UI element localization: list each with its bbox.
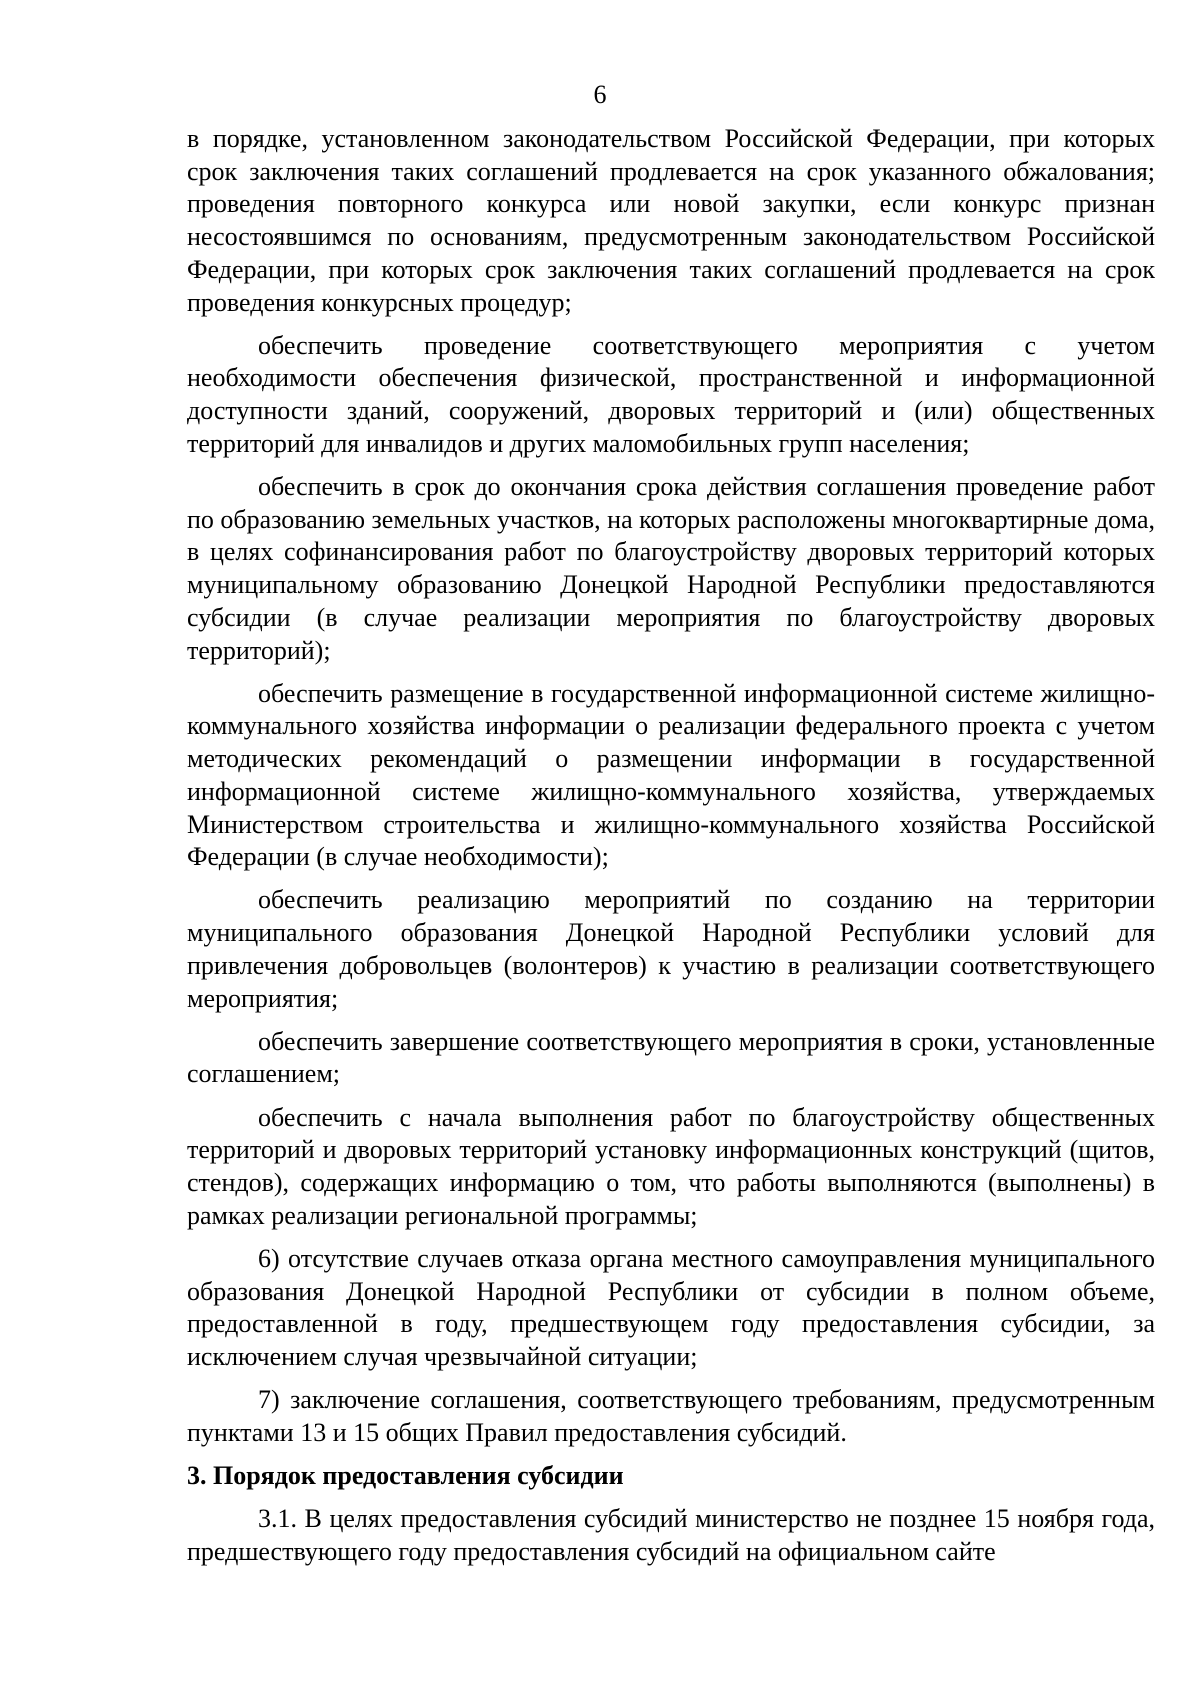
paragraph-land-plots: обеспечить в срок до окончания срока действия соглашения проведение работ по образованию земельных участков, на которых расположены многоквартирные дома, в целях софинансирования работ по благоустройству дворовых территорий которых муниципальному образованию Донецкой Народной Республики предоставляются субсидии (в случае реализации мероприятия по благоустройству дворовых территорий); (187, 472, 1155, 665)
paragraph-item-7: 7) заключение соглашения, соответствующего требованиям, предусмотренным пунктами 13 и 15 общих Правил предоставления субсидий. (187, 1385, 1155, 1448)
paragraph-info-signs: обеспечить с начала выполнения работ по благоустройству общественных территорий и дворовых территорий установку информационных конструкций (щитов, стендов), содержащих информацию о том, что работы выполняются (выполнены) в рамках реализации региональной программы; (187, 1102, 1155, 1230)
section-heading: 3. Порядок предоставления субсидии (187, 1461, 624, 1491)
paragraph-item-6: 6) отсутствие случаев отказа органа местного самоуправления муниципального образования Донецкой Народной Республики от субсидии в полном объеме, предоставленной в году, предшествующем году предоставления субсидии, за исключением случая чрезвычайной ситуации; (187, 1244, 1155, 1372)
paragraph-completion: обеспечить завершение соответствующего мероприятия в сроки, установленные соглашением; (187, 1026, 1155, 1089)
page-number: 6 (593, 80, 607, 109)
paragraph-volunteers: обеспечить реализацию мероприятий по созданию на территории муниципального образования Донецкой Народной Республики условий для привлечения добровольцев (волонтеров) к участию в реализации соответствующего мероприятия; (187, 885, 1155, 1013)
paragraph-continuation: в порядке, установленном законодательством Российской Федерации, при которых срок заключения таких соглашений продлевается на срок указанного обжалования; проведения повторного конкурса или новой закупки, если конкурс признан несостоявшимся по основаниям, предусмотренным законодательством Российской Федерации, при которых срок заключения таких соглашений продлевается на срок проведения конкурсных процедур; (187, 124, 1155, 317)
document-body (187, 123, 1155, 1568)
paragraph-section-3-1: 3.1. В целях предоставления субсидий министерство не позднее 15 ноября года, предшествующего году предоставления субсидий на официальном сайте (187, 1503, 1155, 1566)
paragraph-accessibility: обеспечить проведение соответствующего мероприятия с учетом необходимости обеспечения физической, пространственной и информационной доступности зданий, сооружений, дворовых территорий и (или) общественных территорий для инвалидов и других маломобильных групп населения; (187, 330, 1155, 458)
paragraph-gis-housing: обеспечить размещение в государственной информационной системе жилищно-коммунального хозяйства информации о реализации федерального проекта с учетом методических рекомендаций о размещении информации в государственной информационной системе жилищно-коммунального хозяйства, утверждаемых Министерством строительства и жилищно-коммунального хозяйства Российской Федерации (в случае необходимости); (187, 678, 1155, 872)
